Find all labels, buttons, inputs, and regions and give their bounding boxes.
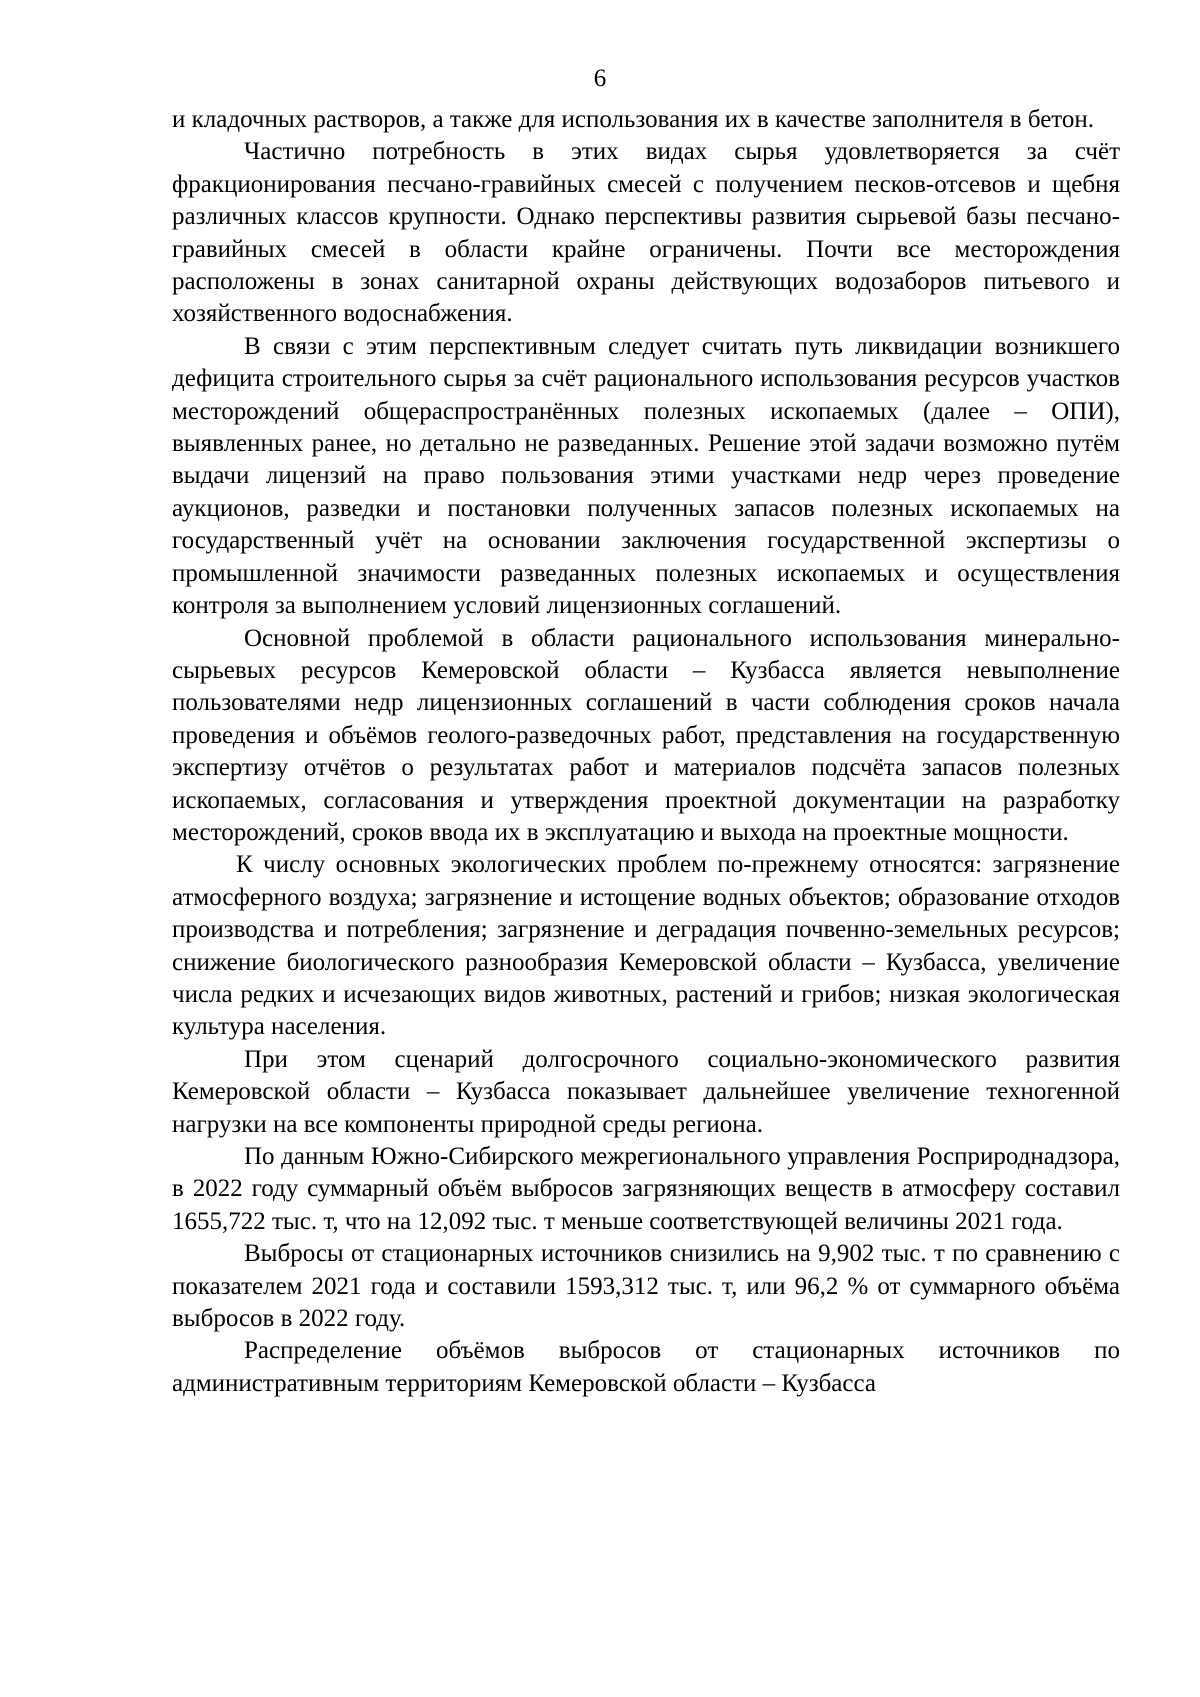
paragraph-distribution: Распределение объёмов выбросов от стационарных источников по административным территориям Кемеровской области – Кузбасса: [172, 1337, 1120, 1397]
paragraph-stationary-sources: Выбросы от стационарных источников снизились на 9,902 тыс. т по сравнению с показателем 2021 года и составили 1593,312 тыс. т, или 96,2 % от суммарного объёма выбросов в 2022 году.: [172, 1240, 1120, 1333]
paragraph-development-scenario: При этом сценарий долгосрочного социально-экономического развития Кемеровской области – Кузбасса показывает дальнейшее увеличение техногенной нагрузки на все компоненты природной среды региона.: [172, 1045, 1120, 1138]
document-body: [172, 104, 1120, 1400]
paragraph-ecological-problems: К числу основных экологических проблем по-прежнему относятся: загрязнение атмосферного воздуха; загрязнение и истощение водных объектов; образование отходов производства и потребления; загрязнение и деградация почвенно-земельных ресурсов; снижение биологического разнообразия Кемеровской области – Кузбасса, увеличение числа редких и исчезающих видов животных, растений и грибов; низкая экологическая культура населения.: [172, 851, 1120, 1041]
paragraph-deficit-solution: В связи с этим перспективным следует считать путь ликвидации возникшего дефицита строительного сырья за счёт рационального использования ресурсов участков месторождений общераспространённых полезных ископаемых (далее – ОПИ), выявленных ранее, но детально не разведанных. Решение этой задачи возможно путём выдачи лицензий на право пользования этими участками недр через проведение аукционов, разведки и постановки полученных запасов полезных ископаемых на государственный учёт на основании заключения государственной экспертизы о промышленной значимости разведанных полезных ископаемых и осуществления контроля за выполнением условий лицензионных соглашений.: [172, 332, 1120, 620]
page-number: 6: [593, 65, 607, 92]
paragraph-main-problem: Основной проблемой в области рационального использования минерально-сырьевых ресурсов Кемеровской области – Кузбасса является невыполнение пользователями недр лицензионных соглашений в части соблюдения сроков начала проведения и объёмов геолого-разведочных работ, представления на государственную экспертизу отчётов о результатах работ и материалов подсчёта запасов полезных ископаемых, согласования и утверждения проектной документации на разработку месторождений, сроков ввода их в эксплуатацию и выхода на проектные мощности.: [172, 624, 1120, 846]
paragraph-continuation: и кладочных растворов, а также для использования их в качестве заполнителя в бетон.: [172, 106, 1095, 133]
paragraph-emissions-total: По данным Южно-Сибирского межрегионального управления Росприроднадзора, в 2022 году суммарный объём выбросов загрязняющих веществ в атмосферу составил 1655,722 тыс. т, что на 12,092 тыс. т меньше соответствующей величины 2021 года.: [172, 1143, 1120, 1235]
paragraph-raw-materials: Частично потребность в этих видах сырья удовлетворяется за счёт фракционирования песчано-гравийных смесей с получением песков-отсевов и щебня различных классов крупности. Однако перспективы развития сырьевой базы песчано-гравийных смесей в области крайне ограничены. Почти все месторождения расположены в зонах санитарной охраны действующих водозаборов питьевого и хозяйственного водоснабжения.: [172, 138, 1120, 328]
